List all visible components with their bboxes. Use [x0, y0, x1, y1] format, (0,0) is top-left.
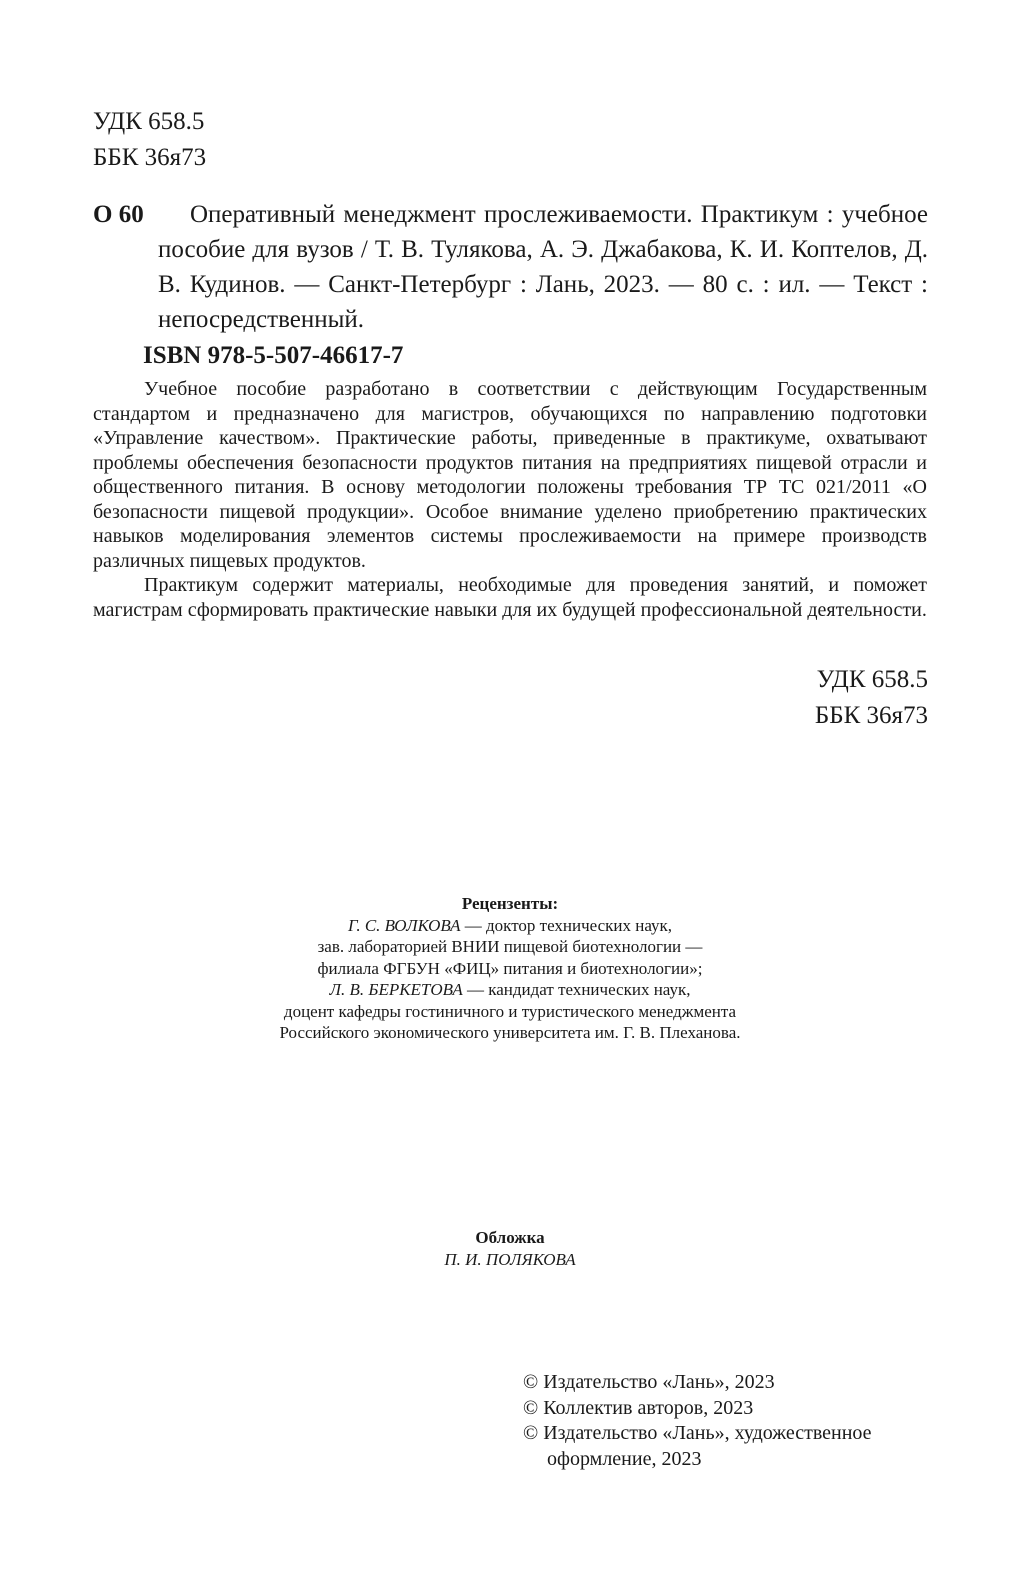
abstract-paragraph-2: Практикум содержит материалы, необходимые для проведения занятий, и поможет магистрам сформировать практические навыки для их будущей профессиональной деятельности.: [93, 574, 927, 621]
udk-code-bottom: УДК 658.5: [816, 666, 928, 693]
reviewer-2-line-1: Л. В. БЕРКЕТОВА — кандидат технических наук,: [329, 980, 691, 999]
reviewer-2-name: Л. В. БЕРКЕТОВА: [329, 980, 463, 999]
reviewer-2-line-2: доцент кафедры гостиничного и туристического менеджмента: [283, 1001, 737, 1021]
copyright-line-3: © Издательство «Лань», художественное: [523, 1422, 872, 1444]
cover-designer: П. И. ПОЛЯКОВА: [444, 1249, 576, 1269]
reviewer-1-line-3: филиала ФГБУН «ФИЦ» питания и биотехнологии»;: [317, 958, 703, 978]
copyright-line-2: © Коллектив авторов, 2023: [523, 1396, 754, 1419]
reviewer-1-name: Г. С. ВОЛКОВА: [347, 915, 461, 935]
copyright-block: [523, 1370, 933, 1472]
cover-credit: [93, 1227, 927, 1270]
reviewer-1-line-1: Г. С. ВОЛКОВА — доктор технических наук,: [347, 915, 673, 935]
reviewers-heading: Рецензенты:: [461, 894, 559, 913]
reviewers-block: [93, 893, 927, 1044]
cover-heading: Обложка: [475, 1228, 545, 1247]
bibliographic-description: Оперативный менеджмент прослеживаемости. Практикум : учебное пособие для вузов / Т. В. Тулякова, А. Э. Джабакова, К. И. Коптелов, Д. В. Кудинов. — Санкт-Петербург : Лань, 2023. — 80 с. : ил. — Текст : непосредственный.: [158, 201, 928, 333]
abstract-paragraph-1: Учебное пособие разработано в соответствии с действующим Государственным стандартом и предназначено для магистров, обучающихся по направлению подготовки «Управление качеством». Практические работы, приведенные в практикуме, охватывают проблемы обеспечения безопасности продуктов питания на предприятиях пищевой отрасли и общественного питания. В основу методологии положены требования ТР ТС 021/2011 «О безопасности пищевой продукции». Особое внимание уделено приобретению практических навыков моделирования элементов системы прослеживаемости на примере производств различных пищевых продуктов.: [93, 378, 927, 572]
udk-code: УДК 658.5: [93, 108, 205, 135]
abstract: [93, 377, 927, 622]
reviewer-1-line-2: зав. лабораторией ВНИИ пищевой биотехнологии —: [317, 937, 703, 956]
bbk-code: ББК 36я73: [93, 144, 207, 171]
copyright-line-4: оформление, 2023: [547, 1447, 702, 1470]
catalog-entry: [93, 197, 928, 337]
top-classification: [93, 104, 206, 176]
author-mark: О 60: [93, 201, 144, 228]
bottom-classification: [815, 662, 928, 734]
copyright-line-1: © Издательство «Лань», 2023: [523, 1371, 775, 1393]
isbn: ISBN 978-5-507-46617-7: [143, 342, 404, 369]
reviewer-2-line-3: Российского экономического университета им. Г. В. Плеханова.: [279, 1023, 741, 1042]
bbk-code-bottom: ББК 36я73: [814, 702, 928, 729]
